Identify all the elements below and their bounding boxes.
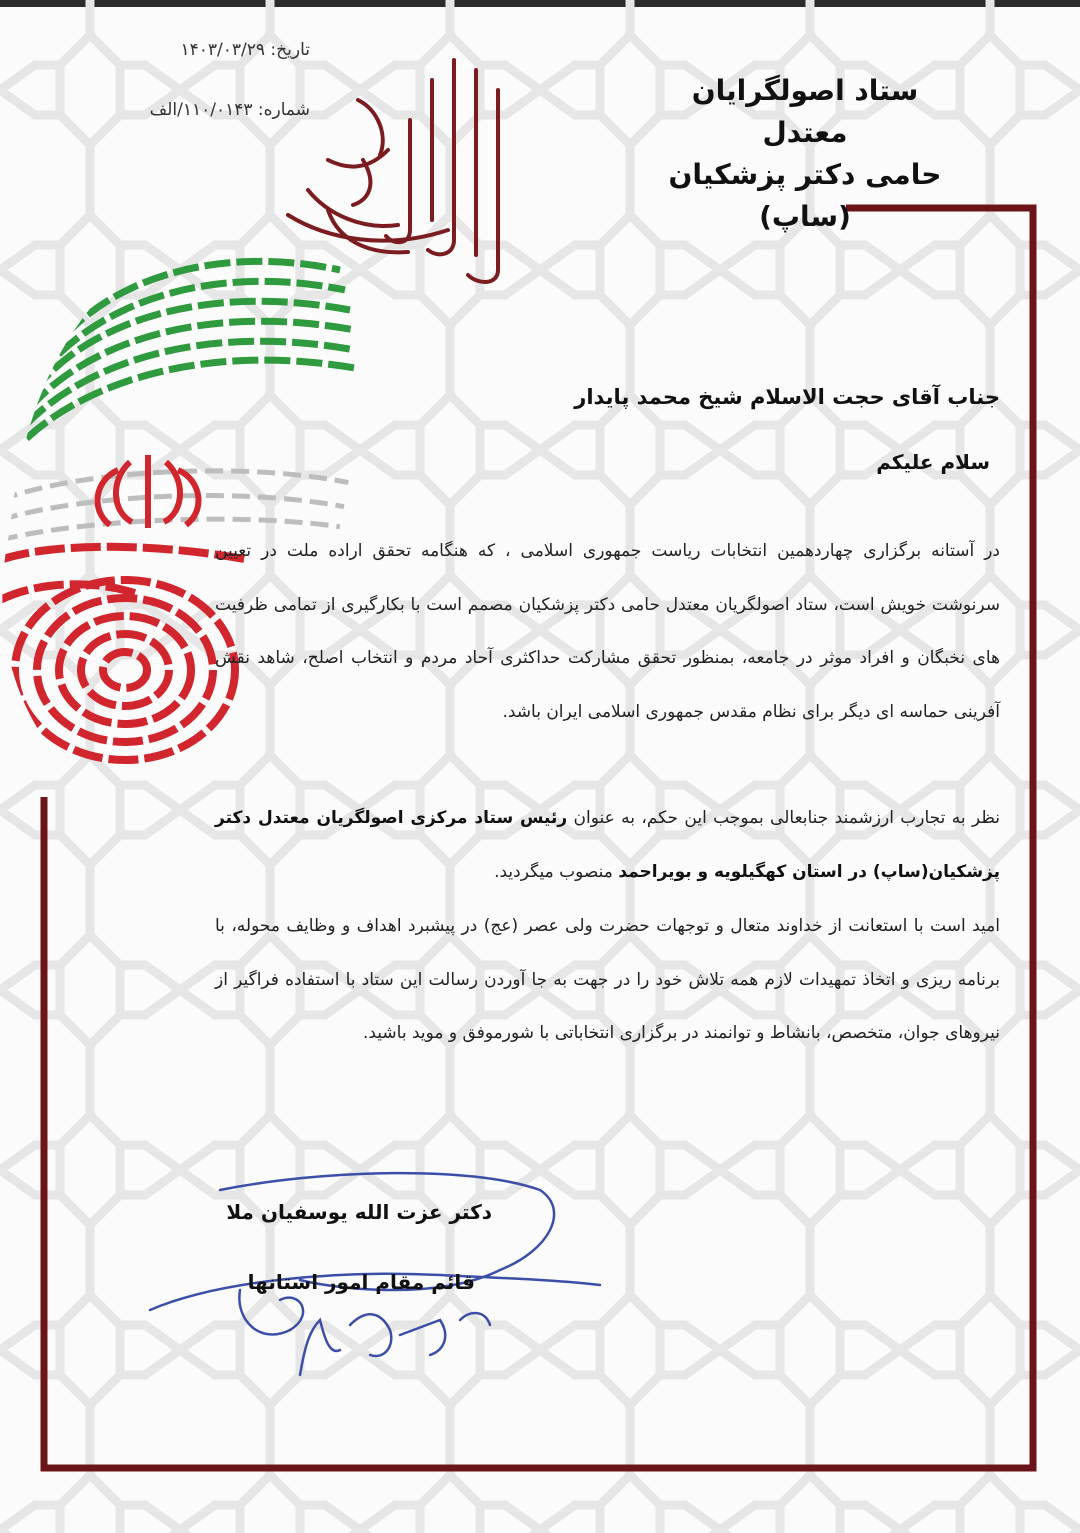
paragraph-1: در آستانه برگزاری چهاردهمین انتخابات ریاست جمهوری اسلامی ، که هنگامه تحقق اراده ملت در تعیین سرنوشت خویش است، ستاد اصولگریان معتدل حامی دکتر پزشکیان مصمم است با بکارگیری از تمامی ظرفیت های نخبگان و افراد موثر در جامعه، بمنظور تحقق مشارکت حداکثری آحاد مردم و انتخاب اصلح، شاهد نقش آفرینی حماسه ای دیگر برای نظام مقدس جمهوری اسلامی ایران باشد. (215, 541, 1000, 722)
bismillah-calligraphy (268, 40, 528, 290)
org-title-line-2: حامی دکتر پزشکیان (668, 158, 942, 191)
org-title-line-3: (ساپ) (759, 200, 851, 233)
paragraph-2-end: منصوب میگردید. (494, 861, 613, 882)
organization-title (660, 70, 950, 238)
greeting: سلام علیکم (876, 450, 990, 474)
salutation: جناب آقای حجت الاسلام شیخ محمد پایدار (574, 385, 1000, 409)
signatory-title: قائم مقام امور استانها (247, 1270, 475, 1294)
appointment-position: رئیس ستاد مرکزی اصولگریان معتدل دکتر پزشکیان(ساپ) در استان کهگیلویه و بویراحمد (215, 808, 1000, 882)
letter-number: شماره: ۱۱۰/۰۱۴۳/الف (149, 100, 310, 120)
signatory-name: دکتر عزت الله یوسفیان ملا (226, 1200, 492, 1224)
letter-date: تاریخ: ۱۴۰۳/۰۳/۲۹ (180, 40, 310, 60)
paragraph-2-start: نظر به تجارب ارزشمند جنابعالی بموجب این حکم، به عنوان (573, 808, 1000, 828)
org-title-line-1: ستاد اصولگرایان معتدل (691, 74, 919, 149)
paragraph-2 (215, 792, 1000, 899)
paragraph-3: امید است با استعانت از خداوند متعال و توجهات حضرت ولی عصر (عج) در پیشبرد اهداف و وظایف محوله، با برنامه ریزی و اتخاذ تمهیدات لازم همه تلاش خود را در جهت به جا آوردن رسالت این ستاد با استفاده فراگیر از نیروهای جوان، متخصص، بانشاط و توانمند در برگزاری انتخاباتی با شورموفق و موید باشید. (215, 916, 1000, 1043)
